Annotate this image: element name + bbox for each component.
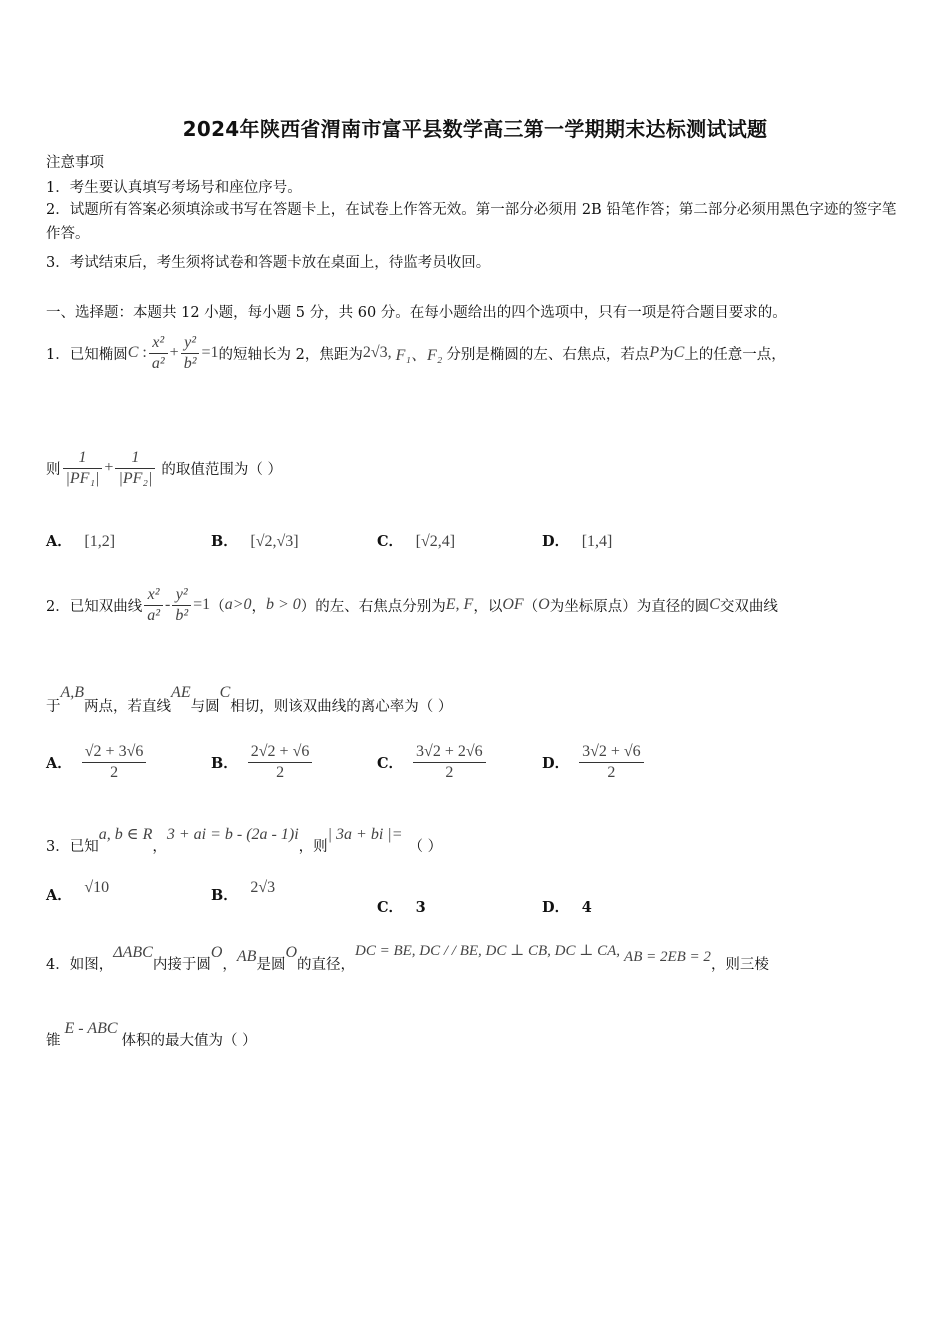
- math-circle-o: O: [210, 944, 223, 961]
- q2-text-3: ，: [251, 598, 266, 615]
- q1-text-3: 分别是椭圆的左、右焦点，若点: [446, 346, 650, 363]
- math-plus-2: +: [104, 459, 114, 476]
- math-focal-distance: 2√3,: [362, 344, 392, 361]
- math-circle-c-2: C: [219, 684, 231, 701]
- question-1-expression: [46, 438, 282, 498]
- math-triangle-abc: ΔABC: [113, 944, 153, 961]
- math-frac-pf1: $\frac{1}{\text{|PF₁|}}$: [63, 448, 103, 489]
- q2-text-8: 交双曲线: [719, 598, 778, 615]
- q3-text-2: ，: [152, 839, 167, 855]
- question-1-stem: 1．已知椭圆 C : $\frac{\text{x²}}{\text{a²}}$ + $\frac{\text{y²}}{\text{b²}}$ =1 的短轴长为 2，焦距为 2√3, F₁、F₂ 分别是椭圆的左、右焦点，若点 P 为 C 上的任意一点，: [46, 333, 786, 372]
- math-circle-o-2: O: [285, 944, 298, 961]
- q3-text-1: 3．已知: [46, 839, 99, 855]
- notice-item-3: 3．考试结束后，考生须将试卷和答题卡放在桌面上，待监考员收回。: [46, 255, 491, 271]
- q1-option-b[interactable]: B． [√2,√3]: [211, 533, 299, 550]
- math-plus: +: [169, 344, 179, 361]
- q4-text-6: ，则三棱: [710, 957, 769, 973]
- q2-text-6: （: [523, 598, 539, 615]
- q4-text-1: 4．如图，: [46, 957, 114, 973]
- math-ab-real: a, b ∈ R: [98, 826, 153, 843]
- q1-option-d[interactable]: D． [1,4]: [542, 533, 613, 550]
- math-complex-equation: 3 + ai = b - (2a - 1)i: [166, 826, 299, 843]
- math-frac-x2-a2: $\frac{\text{x²}}{\text{a²}}$: [149, 333, 168, 374]
- math-foci: F₁、F₂: [395, 346, 443, 364]
- q3-option-b[interactable]: B． 2√3: [211, 879, 276, 904]
- q2-text-11: 与圆: [190, 699, 220, 715]
- q2-option-b[interactable]: B． $\frac{2√2 + √6}{2}$: [211, 742, 314, 783]
- math-minus: -: [165, 596, 171, 613]
- q2-text-1: 2．已知双曲线: [46, 598, 143, 615]
- q1-text-6: 则: [46, 461, 61, 478]
- q2-option-d[interactable]: D． $\frac{3√2 + √6}{2}$: [542, 742, 646, 783]
- q3-text-4: （ ）: [408, 839, 443, 855]
- q4-text-4: 是圆: [256, 957, 286, 973]
- math-frac-y2-b2: $\frac{\text{y²}}{\text{b²}}$: [181, 333, 200, 374]
- notice-item-1: 1．考生要认真填写考场号和座位序号。: [46, 180, 302, 196]
- math-frac-pf2: $\frac{1}{\text{|PF₂|}}$: [115, 448, 155, 489]
- q2-text-5: ，以: [473, 598, 503, 615]
- math-eq-one: =1: [201, 344, 219, 361]
- math-eq-one-hyp: =1: [193, 596, 211, 613]
- math-foci-ef: E, F: [445, 596, 474, 613]
- q4-text-8: 体积的最大值为（ ）: [121, 1033, 257, 1049]
- q1-text-4: 为: [659, 346, 674, 363]
- q1-text-5: 上的任意一点，: [684, 346, 786, 363]
- q2-text-10: 两点，若直线: [84, 699, 172, 715]
- math-diameter-ab: AB: [236, 948, 257, 965]
- q1-text-1: 1．已知椭圆: [46, 346, 128, 363]
- q2-text-2: （: [210, 598, 225, 615]
- question-4-stem-cont: [46, 1016, 257, 1050]
- q2-text-12: 相切，则该双曲线的离心率为（ ）: [230, 699, 453, 715]
- question-2-stem-cont: [46, 682, 452, 716]
- math-segment-of: OF: [502, 596, 524, 613]
- math-modulus: | 3a + bi |=: [327, 826, 403, 843]
- math-frac-y2-b2-hyp: $\frac{\text{y²}}{\text{b²}}$: [172, 585, 191, 626]
- q3-text-3: ，则: [298, 839, 328, 855]
- page-title: 2024年陕西省渭南市富平县数学高三第一学期期末达标测试试题: [182, 117, 768, 141]
- math-point-p: P: [649, 344, 660, 361]
- math-ellipse-c: C: [127, 344, 139, 361]
- question-4-stem: [46, 940, 769, 974]
- math-a-positive: a>0: [224, 596, 252, 613]
- q2-text-9: 于: [46, 699, 61, 715]
- math-frac-x2-a2-hyp: $\frac{\text{x²}}{\text{a²}}$: [144, 585, 163, 626]
- section-heading: 一、选择题：本题共 12 小题，每小题 5 分，共 60 分。在每小题给出的四个选项中，只有一项是符合题目要求的。: [46, 305, 787, 321]
- math-circle-c: C: [709, 596, 720, 613]
- notice-heading: 注意事项: [46, 155, 104, 171]
- q4-text-3: ，: [222, 957, 237, 973]
- math-conditions: DC = BE, DC / / BE, DC ⊥ CB, DC ⊥ CA,: [355, 943, 621, 959]
- q1-text-2: 的短轴长为 2，焦距为: [218, 346, 363, 363]
- notice-item-2: 2．试题所有答案必须填涂或书写在答题卡上，在试卷上作答无效。第一部分必须用 2B 铅笔作答；第二部分必须用黑色字迹的签字笔作答。: [46, 202, 897, 242]
- question-2-stem: [46, 580, 778, 630]
- q3-option-c[interactable]: C． 3: [377, 899, 426, 916]
- math-points-ab: A,B: [60, 684, 85, 701]
- q1-option-a[interactable]: A． [1,2]: [46, 533, 116, 550]
- math-curve-c: C: [673, 344, 685, 361]
- q2-text-4: ）的左、右焦点分别为: [300, 598, 446, 615]
- q2-option-c[interactable]: C． $\frac{3√2 + 2√6}{2}$: [377, 742, 488, 783]
- math-b-positive: b > 0: [265, 596, 301, 613]
- q1-option-c[interactable]: C． [√2,4]: [377, 533, 456, 550]
- math-conditions-2: AB = 2EB = 2: [624, 949, 711, 965]
- math-line-ae: AE: [171, 684, 191, 701]
- q3-option-d[interactable]: D． 4: [542, 899, 592, 916]
- q2-text-7: 为坐标原点）为直径的圆: [549, 598, 710, 615]
- q4-text-7: 锥: [46, 1033, 61, 1049]
- q4-text-2: 内接于圆: [152, 957, 211, 973]
- q2-option-a[interactable]: A． $\frac{√2 + 3√6}{2}$: [46, 742, 148, 783]
- q3-option-a[interactable]: A． √10: [46, 879, 110, 904]
- question-3-stem: [46, 822, 442, 856]
- math-origin-o: O: [538, 596, 550, 613]
- q4-text-5: 的直径，: [297, 957, 356, 973]
- q1-text-7: 的取值范围为（ ）: [161, 461, 282, 478]
- math-pyramid: E - ABC: [64, 1020, 118, 1037]
